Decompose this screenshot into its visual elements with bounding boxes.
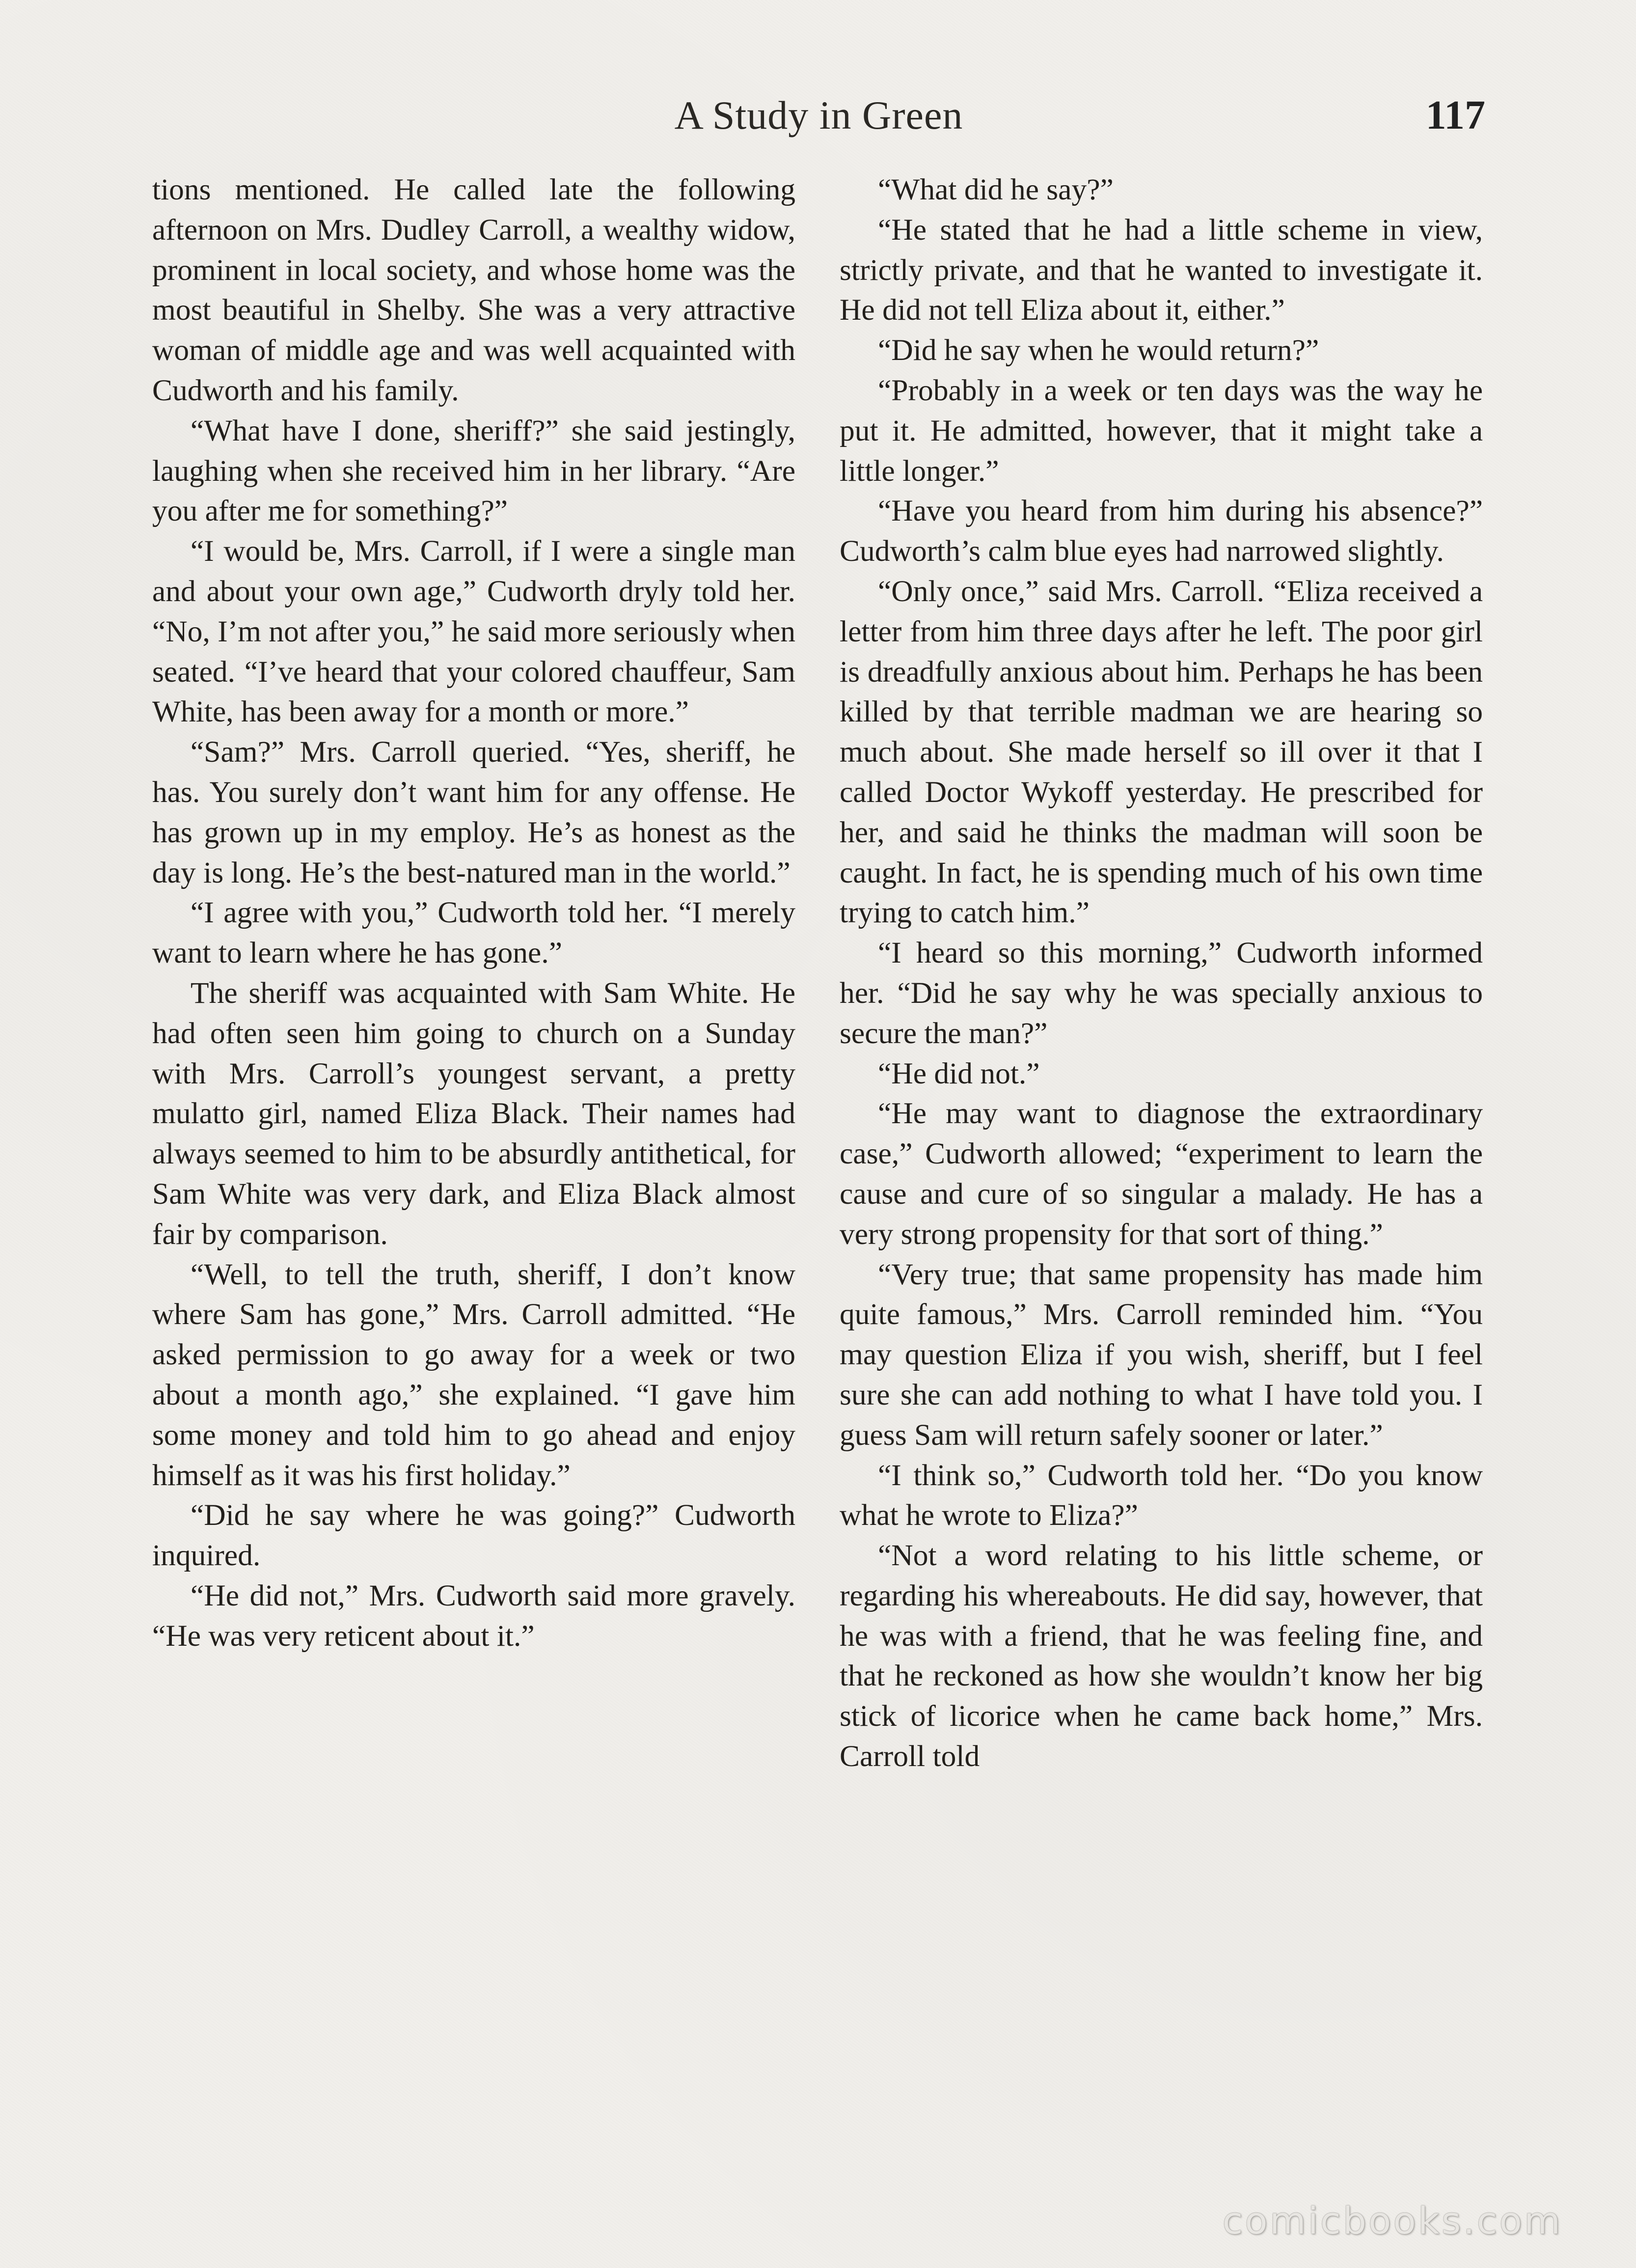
text-column-right: [840, 170, 1483, 1777]
paragraph: “Well, to tell the truth, sheriff, I don’t know where Sam has gone,” Mrs. Carroll admitted. “He asked permission to go away for a week or two about a month ago,” she explained. “I gave him some money and told him to go ahead and enjoy himself as it was his first holiday.”: [152, 1257, 795, 1492]
paragraph: tions mentioned. He called late the following afternoon on Mrs. Dudley Carroll, a wealthy widow, prominent in local society, and whose home was the most beautiful in Shelby. She was a very attractive woman of middle age and was well acquainted with Cudworth and his family.: [152, 173, 795, 407]
paragraph: “Did he say when he would return?”: [878, 333, 1319, 367]
paragraph: “Have you heard from him during his absence?” Cudworth’s calm blue eyes had narrowed slightly.: [840, 494, 1483, 568]
paragraph: “I would be, Mrs. Carroll, if I were a single man and about your own age,” Cudworth dryly told her. “No, I’m not after you,” he said more seriously when seated. “I’ve heard that your colored chauffeur, Sam White, has been away for a month or more.”: [152, 534, 795, 729]
paragraph: “I heard so this morning,” Cudworth informed her. “Did he say why he was specially anxious to secure the man?”: [840, 936, 1483, 1050]
paragraph: “What did he say?”: [878, 173, 1114, 206]
text-column-left: [152, 170, 795, 1656]
paragraph: “Probably in a week or ten days was the way he put it. He admitted, however, that it might take a little longer.”: [840, 373, 1483, 488]
page-number: 117: [1425, 92, 1485, 138]
paragraph: The sheriff was acquainted with Sam White. He had often seen him going to church on a Sunday with Mrs. Carroll’s youngest servant, a pretty mulatto girl, named Eliza Black. Their names had always seemed to him to be absurdly antithetical, for Sam White was very dark, and Eliza Black almost fair by comparison.: [152, 976, 795, 1251]
paragraph: “Not a word relating to his little scheme, or regarding his whereabouts. He did say, however, that he was with a friend, that he was feeling fine, and that he reckoned as how she wouldn’t know her big stick of licorice when he came back home,” Mrs. Carroll told: [840, 1539, 1483, 1773]
paragraph: “Only once,” said Mrs. Carroll. “Eliza received a letter from him three days after he left. The poor girl is dreadfully anxious about him. Perhaps he has been killed by that terrible madman we are hearing so much about. She made herself so ill over it that I called Doctor Wykoff yesterday. He prescribed for her, and said he thinks the madman will soon be caught. In fact, he is spending much of his own time trying to catch him.”: [840, 574, 1483, 930]
running-title: A Study in Green: [674, 93, 963, 138]
paragraph: “What have I done, sheriff?” she said jestingly, laughing when she received him in her library. “Are you after me for something?”: [152, 414, 795, 528]
paragraph: “Did he say where he was going?” Cudworth inquired.: [152, 1498, 795, 1573]
watermark: comicbooks.com: [1222, 2199, 1562, 2242]
paragraph: “Very true; that same propensity has made him quite famous,” Mrs. Carroll reminded him. “You may question Eliza if you wish, sheriff, but I feel sure she can add nothing to what I have told you. I guess Sam will return safely sooner or later.”: [840, 1257, 1483, 1452]
paragraph: “He may want to diagnose the extraordinary case,” Cudworth allowed; “experiment to learn the cause and cure of so singular a malady. He has a very strong propensity for that sort of thing.”: [840, 1097, 1483, 1251]
paragraph: “He did not,” Mrs. Cudworth said more gravely. “He was very reticent about it.”: [152, 1578, 795, 1653]
paragraph: “He stated that he had a little scheme in view, strictly private, and that he wanted to investigate it. He did not tell Eliza about it, either.”: [840, 213, 1483, 327]
paragraph: “Sam?” Mrs. Carroll queried. “Yes, sheriff, he has. You surely don’t want him for any offense. He has grown up in my employ. He’s as honest as the day is long. He’s the best-natured man in the world.”: [152, 735, 795, 889]
paragraph: “He did not.”: [878, 1056, 1040, 1090]
paragraph: “I agree with you,” Cudworth told her. “I merely want to learn where he has gone.”: [152, 896, 795, 970]
paragraph: “I think so,” Cudworth told her. “Do you know what he wrote to Eliza?”: [840, 1458, 1483, 1532]
running-head: [152, 88, 1485, 142]
